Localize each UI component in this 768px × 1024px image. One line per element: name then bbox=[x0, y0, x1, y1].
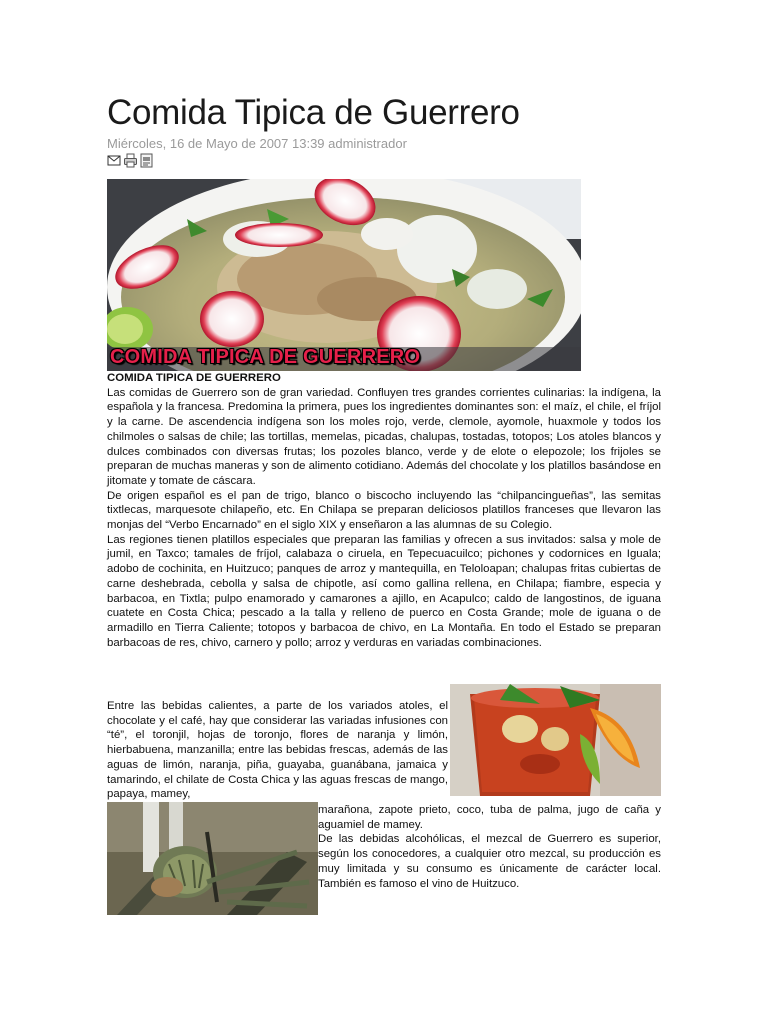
paragraph-4-left: Entre las bebidas calientes, a parte de los variados atoles, el chocolate y el café, hay que considerar las variadas infusiones con “té”, el toronjil, hojas de toronjo, flores de naranja y limón, hierbabuena, manzanilla; entre las bebidas frescas, además de las aguas de limón, naranja, piña, guayaba, guanábana, jamaica y tamarindo, el chilate de Costa Chica y las aguas frescas de mango, papaya, mamey, bbox=[107, 700, 448, 801]
article-body-left bbox=[107, 699, 448, 802]
print-icon[interactable] bbox=[123, 153, 138, 168]
hero-image-caption: COMIDA TIPICA DE GUERRERO bbox=[110, 346, 421, 368]
paragraph-5: De las debidas alcohólicas, el mezcal de Guerrero es superior, según los conocedores, a cualquier otro mezcal, su producción es muy limitada y su consumo es únicamente de carácter local. También es famoso el vino de Huitzuco. bbox=[318, 833, 661, 890]
image-agave-harvest bbox=[107, 802, 318, 915]
email-icon[interactable] bbox=[107, 153, 122, 168]
paragraph-2: De origen español es el pan de trigo, blanco o biscocho incluyendo las “chilpancingueñas”, las semitas tixtlecas, marquesote chilapeño, etc. En Chilapa se preparan deliciosos platillos franceses que llevaron las monjas del “Verbo Encarnado” en el siglo XIX y enseñaron a las alumnas de su Colegio. bbox=[107, 489, 661, 532]
pdf-icon[interactable] bbox=[139, 153, 154, 168]
paragraph-4-right: marañona, zapote prieto, coco, tuba de palma, jugo de caña y aguamiel de mamey. bbox=[318, 804, 661, 831]
article-meta: Miércoles, 16 de Mayo de 2007 13:39 administrador bbox=[107, 136, 407, 151]
article-body-right bbox=[318, 803, 661, 891]
article-actions bbox=[107, 153, 154, 169]
paragraph-1: Las comidas de Guerrero son de gran variedad. Confluyen tres grandes corrientes culinarias: la indígena, la española y la francesa. Predomina la primera, pues los ingredientes dominantes son: el maíz, el chile, el fríjol y la carne. De ascendencia indígena son los moles rojo, verde, clemole, ayomole, huaxmole y todos los chilmoles o salsas de chile; las tortillas, memelas, picadas, chalupas, tostadas, totopos; Los atoles blancos y dulces combinados con diversas frutas; los pozoles blanco, verde y de elote o elepozole; los frijoles se preparan de muchas maneras y son de alimento cotidiano. Además del chocolate y los platillos basándose en jitomate y tomate de cáscara. bbox=[107, 386, 661, 487]
hero-image-pozole bbox=[107, 179, 581, 371]
page-title: Comida Tipica de Guerrero bbox=[107, 93, 520, 132]
article-body-main bbox=[107, 371, 661, 650]
paragraph-3: Las regiones tienen platillos especiales que preparan las familias y ofrecen a sus invitados: salsa y mole de jumil, en Taxco; tamales de fríjol, calabaza o ciruela, en Tepecuacuilco; pichones y codornices en Iguala; adobo de cochinita, en Huitzuco; panques de arroz y mantequilla, en Teloloapan; chalupas fritas cubiertas de carne deshebrada, cebolla y salsa de chipotle, así como gallina rellena, en Chilapa; fiambre, especia y barbacoa, en Tixtla; pulpo enamorado y camarones a ajillo, en Acapulco; caldo de langostinos, de iguana cuatete en Costa Chica; pescado a la talla y relleno de puerco en Costa Grande; mole de iguana o de armadillo en Tierra Caliente; totopos y barbacoa de chivo, en La Montaña. En todo el Estado se preparan barbacoas de res, chivo, carnero y pollo; arroz y verduras en variadas combinaciones. bbox=[107, 533, 661, 649]
image-drink bbox=[450, 684, 661, 796]
section-heading: COMIDA TIPICA DE GUERRERO bbox=[107, 372, 281, 384]
